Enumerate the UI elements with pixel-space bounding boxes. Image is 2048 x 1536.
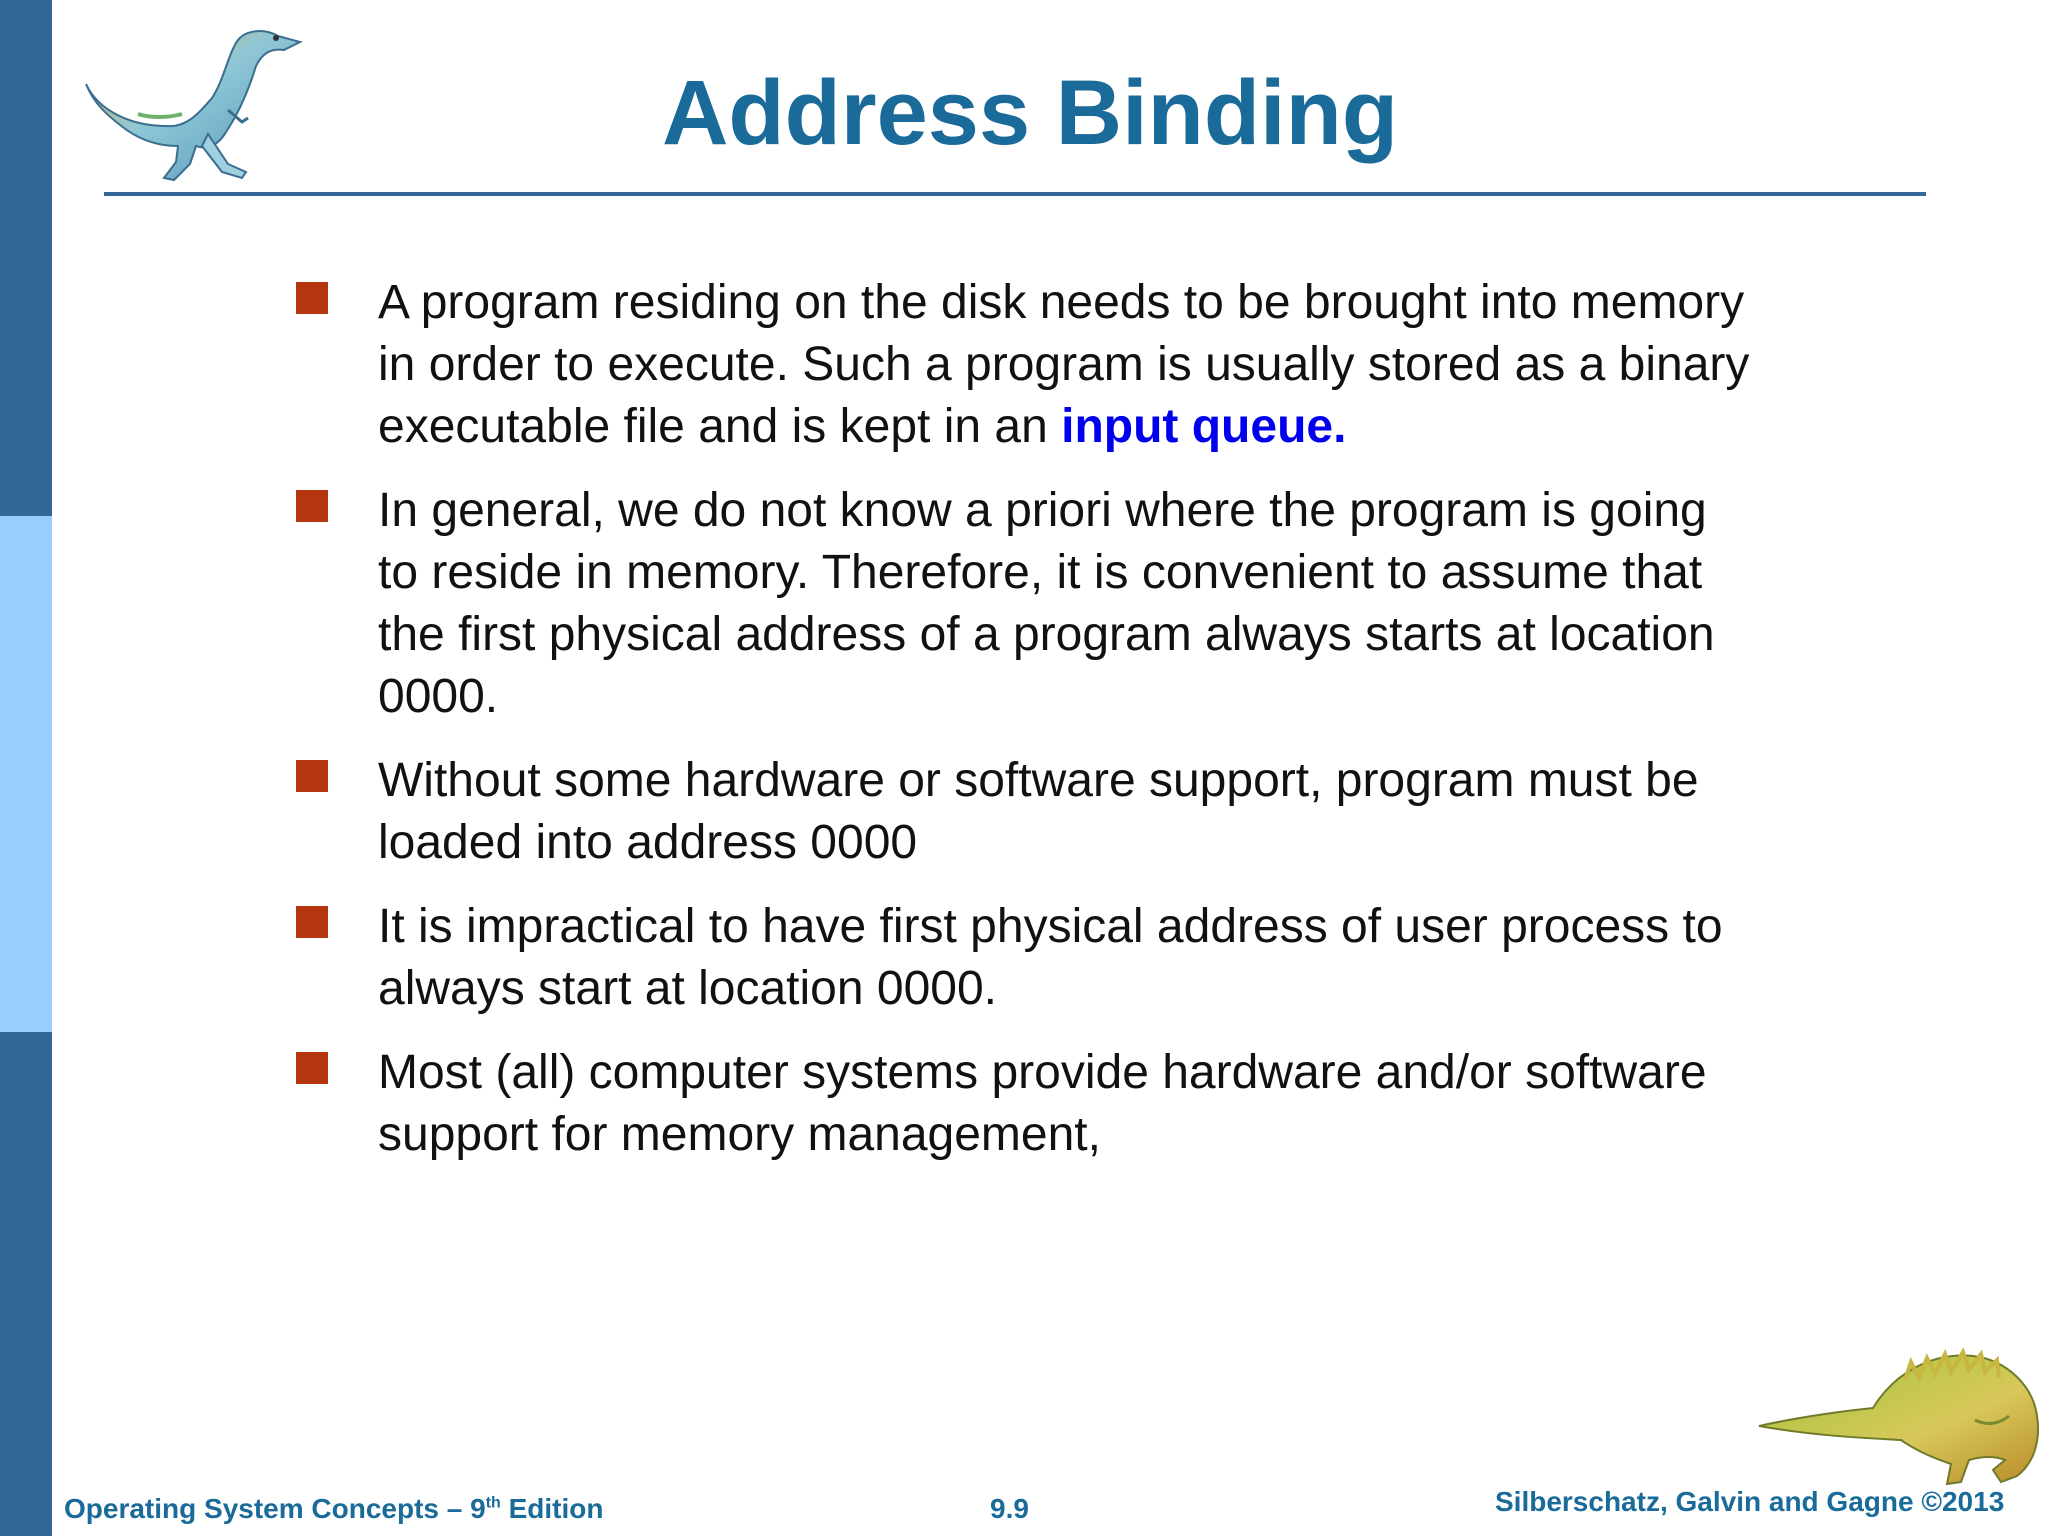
bullet-text: A program residing on the disk needs to be brought into memory in order to execute. Such a program is usually stored as a binary executable file and is kept in an [378, 276, 1750, 453]
footer-copyright: Silberschatz, Galvin and Gagne ©2013 [1495, 1486, 2005, 1517]
list-item [290, 480, 1750, 728]
bullet-text: Without some hardware or software support, program must be loaded into address 0000 [378, 754, 1699, 869]
list-item [290, 1042, 1750, 1166]
bullet-list [290, 272, 1750, 1188]
footer-page-number: 9.9 [990, 1493, 1029, 1524]
title-divider [104, 192, 1926, 196]
sidebar-stripe-top [0, 0, 52, 516]
square-bullet-icon [296, 282, 328, 314]
footer-book-title: Operating System Concepts – 9th Edition [64, 1493, 604, 1524]
square-bullet-icon [296, 490, 328, 522]
bullet-text: In general, we do not know a priori where the program is going to reside in memory. Therefore, it is convenient to assume that the first physical address of a program always starts at location 0000. [378, 484, 1715, 723]
sidebar-stripe-middle [0, 516, 52, 1032]
bullet-text: It is impractical to have first physical address of user process to always start at location 0000. [378, 900, 1723, 1015]
sidebar-stripe-bottom [0, 1032, 52, 1536]
list-item [290, 272, 1750, 458]
square-bullet-icon [296, 760, 328, 792]
list-item [290, 896, 1750, 1020]
bullet-text: Most (all) computer systems provide hardware and/or software support for memory management, [378, 1046, 1707, 1161]
bullet-highlight-term: input queue. [1061, 400, 1347, 453]
list-item [290, 750, 1750, 874]
square-bullet-icon [296, 906, 328, 938]
dinosaur-icon [1755, 1300, 2045, 1490]
square-bullet-icon [296, 1052, 328, 1084]
page-title: Address Binding [661, 62, 1399, 164]
